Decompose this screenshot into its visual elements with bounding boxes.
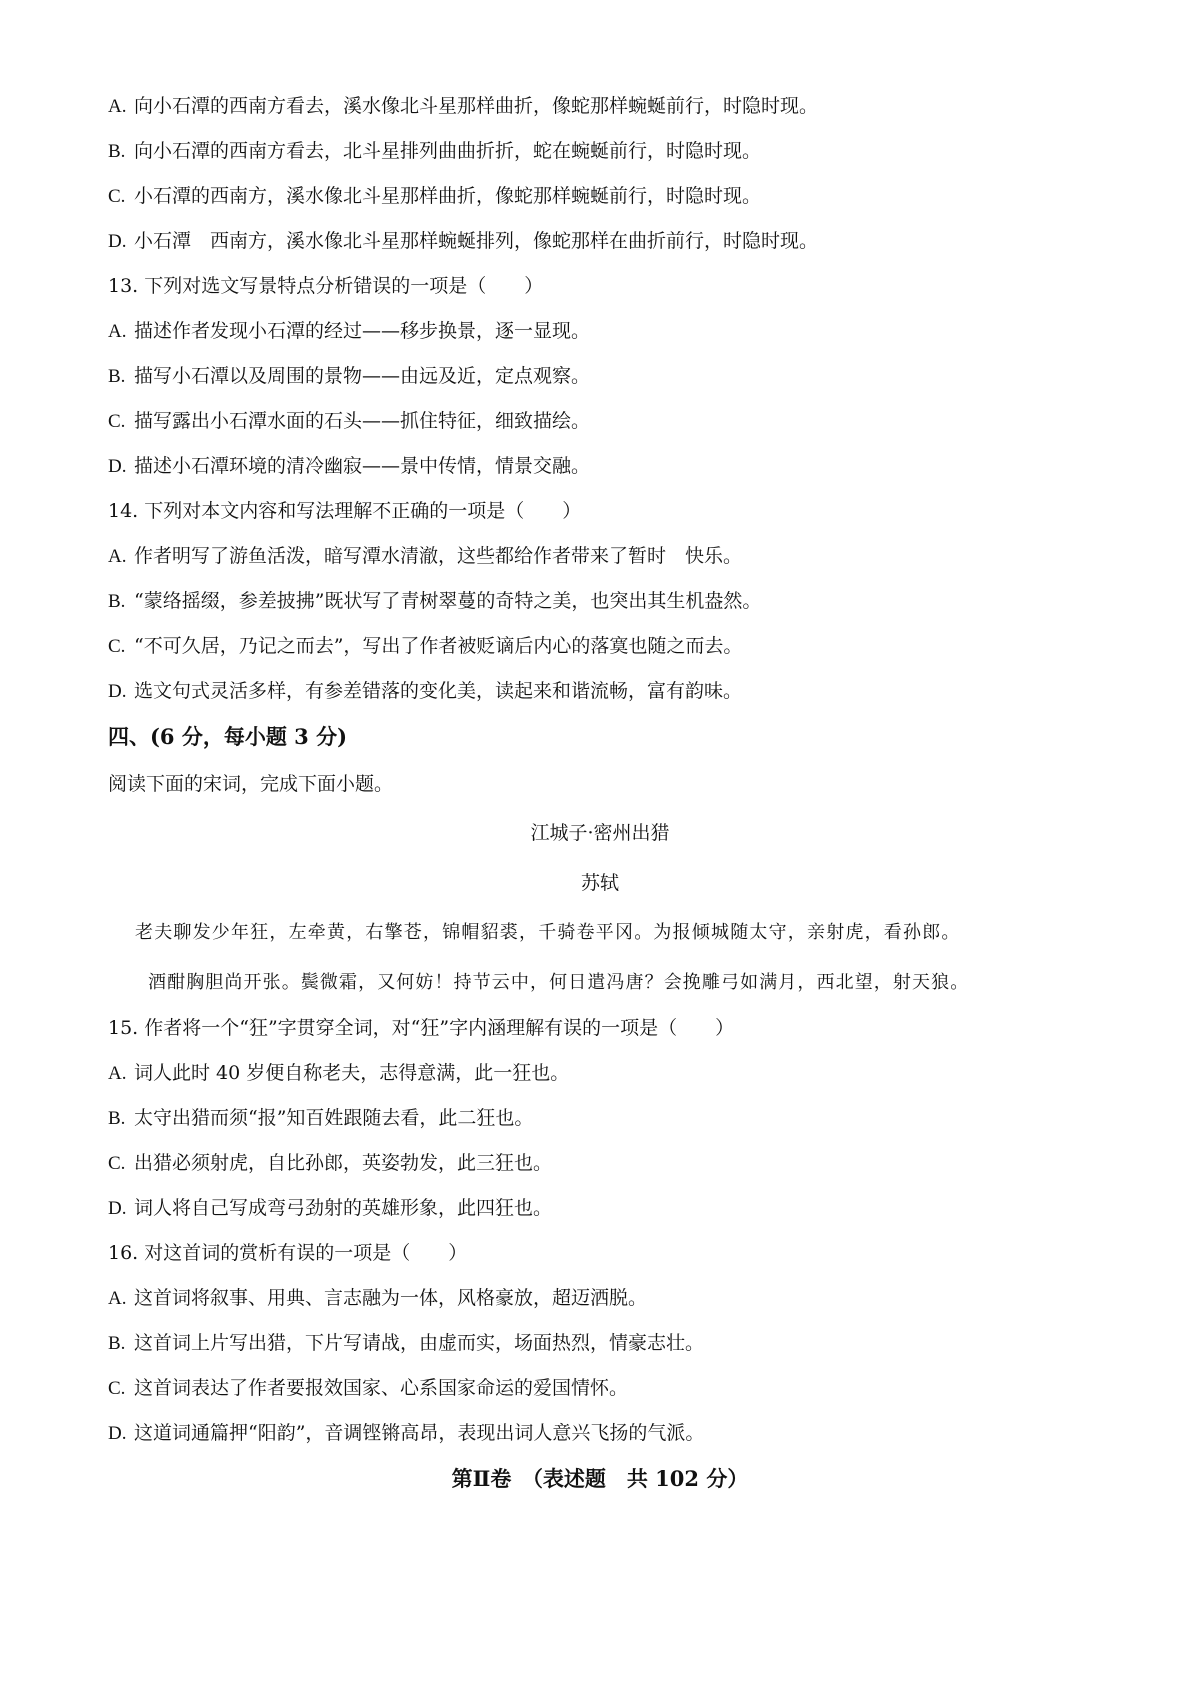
- q12-option-a: A. 向小石潭的西南方看去，溪水像北斗星那样曲折，像蛇那样蜿蜒前行，时隐时现。: [108, 95, 819, 117]
- q14-stem: 14. 下列对本文内容和写法理解不正确的一项是（ ）: [108, 500, 582, 522]
- q16-stem: 16. 对这首词的赏析有误的一项是（ ）: [108, 1242, 468, 1264]
- q14-option-a: A. 作者明写了游鱼活泼，暗写潭水清澈，这些都给作者带来了暂时 快乐。: [108, 545, 743, 567]
- poem-line-1: 老夫聊发少年狂，左牵黄，右擎苍，锦帽貂裘，千骑卷平冈。为报倾城随太守，亲射虎，看孙郎。: [135, 922, 961, 943]
- q14-option-c: C. “不可久居，乃记之而去”，写出了作者被贬谪后内心的落寞也随之而去。: [108, 635, 743, 657]
- q15-option-b: B. 太守出猎而须“报”知百姓跟随去看，此二狂也。: [108, 1107, 534, 1129]
- q15-option-a: A. 词人此时 40 岁便自称老夫，志得意满，此一狂也。: [108, 1062, 570, 1084]
- q13-option-b: B. 描写小石潭以及周围的景物——由远及近，定点观察。: [108, 365, 591, 387]
- poem-line-2: 酒酣胸胆尚开张。鬓微霜，又何妨！持节云中，何日遣冯唐？会挽雕弓如满月，西北望，射天狼。: [148, 972, 970, 993]
- q12-option-c: C. 小石潭的西南方，溪水像北斗星那样曲折，像蛇那样蜿蜒前行，时隐时现。: [108, 185, 762, 207]
- q12-option-d: D. 小石潭 西南方，溪水像北斗星那样蜿蜒排列，像蛇那样在曲折前行，时隐时现。: [108, 230, 819, 252]
- q13-option-d: D. 描述小石潭环境的清冷幽寂——景中传情，情景交融。: [108, 455, 591, 477]
- poem-author: 苏轼: [580, 872, 619, 894]
- q15-option-d: D. 词人将自己写成弯弓劲射的英雄形象，此四狂也。: [108, 1197, 553, 1219]
- q13-option-a: A. 描述作者发现小石潭的经过——移步换景，逐一显现。: [108, 320, 591, 342]
- q14-option-d: D. 选文句式灵活多样，有参差错落的变化美，读起来和谐流畅，富有韵味。: [108, 680, 743, 702]
- q16-option-b: B. 这首词上片写出猎，下片写请战，由虚而实，场面热烈，情豪志壮。: [108, 1332, 705, 1354]
- q13-option-c: C. 描写露出小石潭水面的石头——抓住特征，细致描绘。: [108, 410, 591, 432]
- q16-option-d: D. 这道词通篇押“阳韵”，音调铿锵高昂，表现出词人意兴飞扬的气派。: [108, 1422, 705, 1444]
- q15-stem: 15. 作者将一个“狂”字贯穿全词，对“狂”字内涵理解有误的一项是（ ）: [108, 1017, 735, 1039]
- section-heading: 四、(6 分，每小题 3 分): [108, 724, 348, 749]
- q15-option-c: C. 出猎必须射虎，自比孙郎，英姿勃发，此三狂也。: [108, 1152, 553, 1174]
- q16-option-c: C. 这首词表达了作者要报效国家、心系国家命运的爱国情怀。: [108, 1377, 629, 1399]
- q12-option-b: B. 向小石潭的西南方看去，北斗星排列曲曲折折，蛇在蜿蜒前行，时隐时现。: [108, 140, 762, 162]
- q16-option-a: A. 这首词将叙事、用典、言志融为一体，风格豪放，超迈洒脱。: [108, 1287, 648, 1309]
- section-intro: 阅读下面的宋词，完成下面小题。: [108, 773, 394, 795]
- q13-stem: 13. 下列对选文写景特点分析错误的一项是（ ）: [108, 275, 544, 297]
- part-two-heading: 第Ⅱ卷 （表述题 共 102 分）: [451, 1466, 749, 1491]
- poem-title: 江城子·密州出猎: [530, 822, 670, 844]
- q14-option-b: B. “蒙络摇缀，参差披拂”既状写了青树翠蔓的奇特之美，也突出其生机盎然。: [108, 590, 762, 612]
